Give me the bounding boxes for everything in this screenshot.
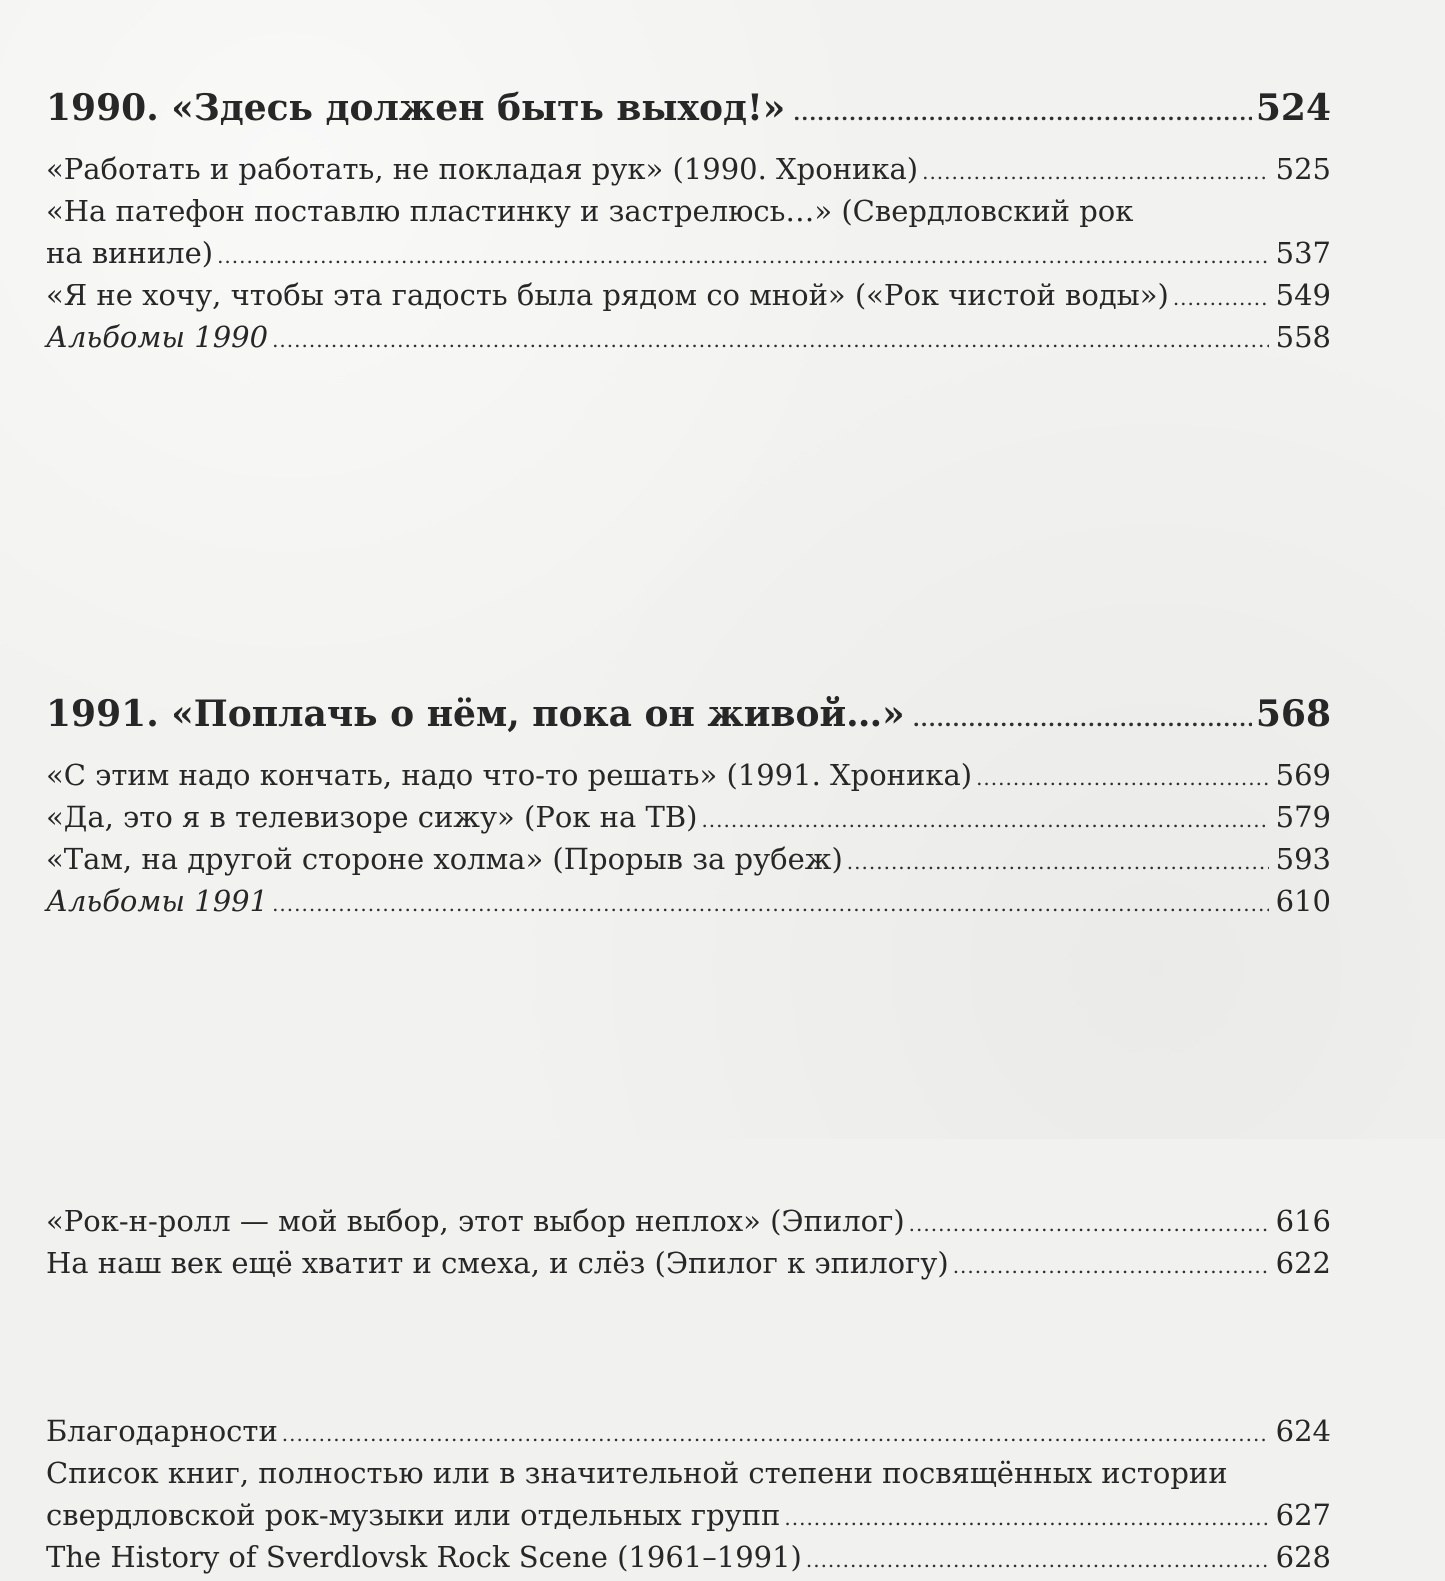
dot-leader [1173, 277, 1269, 319]
toc-entry-title: Альбомы 1990 [46, 320, 269, 354]
toc-entry-title: «Там, на другой стороне холма» (Прорыв за рубеж) [46, 842, 843, 876]
dot-leader [701, 799, 1269, 841]
toc-entry [46, 838, 1331, 880]
section-heading-1990 [46, 82, 1331, 134]
dot-leader [806, 1539, 1269, 1581]
toc-section-1990 [46, 82, 1331, 358]
toc-entry-title: Альбомы 1991 [46, 884, 269, 918]
toc-entry-page: 525 [1275, 152, 1331, 186]
toc-entry-page: 579 [1275, 800, 1331, 834]
toc-entry-title: «С этим надо кончать, надо что-то решать» (1991. Хроника) [46, 758, 973, 792]
section-heading-1991 [46, 688, 1331, 740]
dot-leader [793, 87, 1252, 139]
section-heading-page: 568 [1255, 693, 1331, 735]
toc-entry-title: Благодарности [46, 1414, 278, 1448]
toc-entry-page: 558 [1275, 320, 1331, 354]
toc-entry [46, 274, 1331, 316]
toc-entry-page: 610 [1275, 884, 1331, 918]
toc-entry-page: 593 [1275, 842, 1331, 876]
toc-entry-title-line-2: на виниле) [46, 236, 214, 270]
section-heading-title: 1990. «Здесь должен быть выход!» [46, 87, 786, 129]
toc-entry [46, 1494, 1331, 1536]
toc-entry-title-line-2: свердловской рок-музыки или отдельных групп [46, 1498, 781, 1532]
toc-entry-page: 628 [1275, 1540, 1331, 1574]
toc-entry [46, 1200, 1331, 1242]
dot-leader [976, 757, 1269, 799]
dot-leader [913, 693, 1252, 745]
toc-entry-title: На наш век ещё хватит и смеха, и слёз (Эпилог к эпилогу) [46, 1246, 949, 1280]
toc-entry-page: 627 [1275, 1498, 1331, 1532]
dot-leader [909, 1203, 1269, 1245]
toc-entry-title: The History of Sverdlovsk Rock Scene (1961–1991) [46, 1540, 802, 1574]
toc-entry [46, 754, 1331, 796]
dot-leader [784, 1497, 1269, 1539]
toc-entry-page: 622 [1275, 1246, 1331, 1280]
toc-entry [46, 148, 1331, 190]
dot-leader [847, 841, 1269, 883]
dot-leader [272, 883, 1269, 925]
dot-leader [922, 151, 1269, 193]
dot-leader [282, 1413, 1269, 1455]
toc-entry-page: 616 [1275, 1204, 1331, 1238]
toc-entry-page: 537 [1275, 236, 1331, 270]
toc-entry-title: «Да, это я в телевизоре сижу» (Рок на ТВ) [46, 800, 698, 834]
dot-leader [272, 319, 1269, 361]
toc-section-back-matter [46, 1410, 1331, 1578]
dot-leader [953, 1245, 1269, 1287]
toc-entry [46, 1536, 1331, 1578]
toc-entry-albums-1991 [46, 880, 1331, 922]
toc-section-epilogues [46, 1200, 1331, 1284]
toc-entry-title: «Рок-н-ролл — мой выбор, этот выбор неплох» (Эпилог) [46, 1204, 905, 1238]
dot-leader [217, 235, 1269, 277]
toc-entry-albums-1990 [46, 316, 1331, 358]
toc-entry-title: «Работать и работать, не покладая рук» (1990. Хроника) [46, 152, 919, 186]
section-heading-page: 524 [1255, 87, 1331, 129]
toc-entry-title: «Я не хочу, чтобы эта гадость была рядом со мной» («Рок чистой воды») [46, 278, 1169, 312]
toc-entry-page: 549 [1275, 278, 1331, 312]
toc-entry-page: 569 [1275, 758, 1331, 792]
toc-section-1991 [46, 688, 1331, 922]
toc-entry [46, 232, 1331, 274]
toc-entry [46, 1242, 1331, 1284]
toc-entry-title-line-1: Список книг, полностью или в значительной степени посвящённых истории [46, 1456, 1228, 1490]
section-heading-title: 1991. «Поплачь о нём, пока он живой…» [46, 693, 905, 735]
toc-entry-page: 624 [1275, 1414, 1331, 1448]
toc-entry-title-line-1: «На патефон поставлю пластинку и застрелюсь…» (Свердловский рок [46, 194, 1134, 228]
toc-entry [46, 1410, 1331, 1452]
toc-entry [46, 796, 1331, 838]
